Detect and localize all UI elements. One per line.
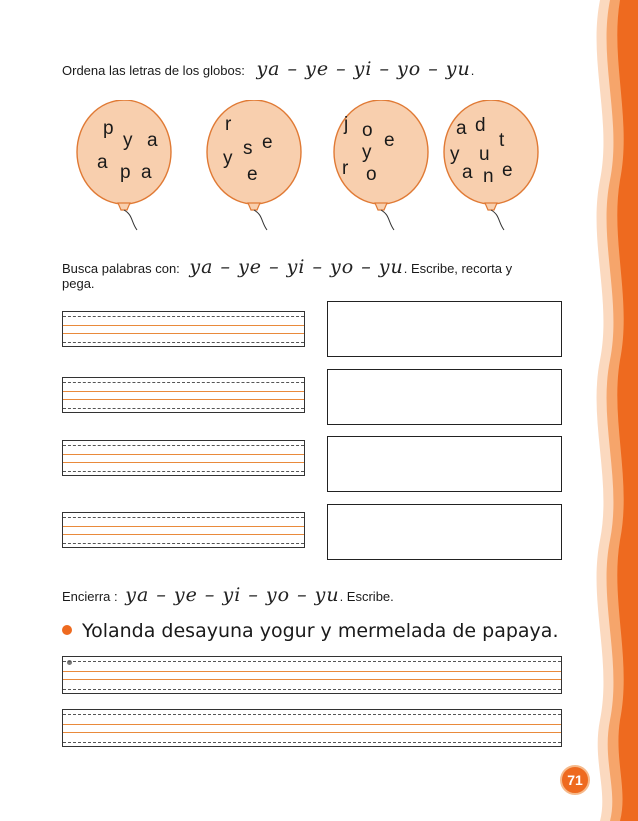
balloon-letter: o (366, 164, 377, 185)
balloon-letter: n (483, 166, 494, 187)
balloon-letter: e (384, 130, 395, 151)
balloon-2 (205, 100, 303, 232)
instruction-line2: pega. (62, 276, 95, 291)
paste-box-2[interactable] (327, 369, 562, 425)
writing-line-1[interactable] (62, 311, 305, 347)
balloon-letter: e (262, 132, 273, 153)
instruction-end: . (470, 63, 475, 78)
balloon-letter: d (475, 115, 486, 136)
writing-line-3[interactable] (62, 440, 305, 476)
balloon-letter: p (103, 118, 114, 139)
writing-line-5[interactable] (62, 656, 562, 694)
balloon-1 (75, 100, 173, 232)
instruction-circle (62, 584, 394, 606)
page-number: 71 (560, 765, 590, 795)
instruction-end: . Escribe, recorta y (403, 261, 513, 276)
bullet-icon (62, 625, 72, 635)
instruction-end: . Escribe. (339, 589, 394, 604)
balloon-letter: t (499, 130, 505, 151)
balloon-letter: o (362, 120, 373, 141)
balloon-letter: u (479, 144, 490, 165)
writing-line-4[interactable] (62, 512, 305, 548)
balloon-letter: a (147, 130, 158, 151)
instruction-text: Encierra : (62, 589, 118, 604)
balloon-letter: y (450, 144, 460, 165)
balloon-letter: r (342, 158, 349, 179)
balloon-letter: a (97, 152, 108, 173)
balloon-letter: a (462, 162, 473, 183)
writing-line-2[interactable] (62, 377, 305, 413)
cursive-syllables: ya – ye – yi – yo – yu (256, 58, 471, 80)
writing-line-6[interactable] (62, 709, 562, 747)
balloon-3 (332, 100, 430, 232)
balloon-letter: p (120, 162, 131, 183)
balloon-4 (442, 100, 540, 232)
decorative-wave-border (578, 0, 638, 821)
balloon-letter: y (223, 148, 233, 169)
instruction-text: Ordena las letras de los globos: (62, 63, 245, 78)
instruction-order-letters (62, 58, 474, 80)
balloon-letter: r (225, 114, 232, 135)
instruction-search-words (62, 256, 512, 278)
instruction-text: Busca palabras con: (62, 261, 180, 276)
balloon-letter: e (247, 164, 258, 185)
balloon-letter: s (243, 138, 253, 159)
balloon-letter: a (456, 118, 467, 139)
balloon-letter: a (141, 162, 152, 183)
cursive-syllables: ya – ye – yi – yo – yu (189, 256, 404, 278)
sentence-text: Yolanda desayuna yogur y mermelada de papaya. (82, 620, 559, 642)
paste-box-1[interactable] (327, 301, 562, 357)
balloon-letter: y (123, 130, 133, 151)
balloon-letter: e (502, 160, 513, 181)
cursive-syllables: ya – ye – yi – yo – yu (125, 584, 340, 606)
paste-box-3[interactable] (327, 436, 562, 492)
exercise-sentence (62, 620, 558, 642)
paste-box-4[interactable] (327, 504, 562, 560)
balloon-letter: j (344, 114, 349, 135)
balloon-letter: y (362, 142, 372, 163)
